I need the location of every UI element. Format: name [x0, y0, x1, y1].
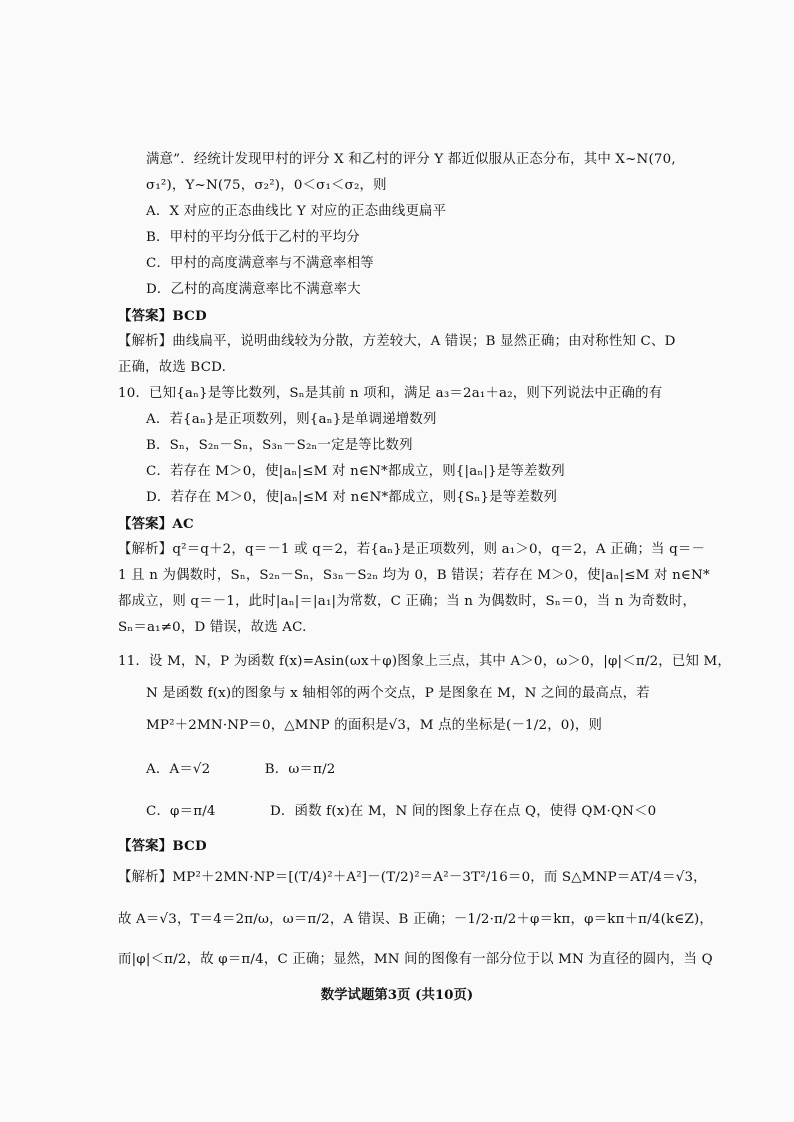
answer-label: 【答案】AC — [118, 516, 194, 532]
options-a-b: A．A＝√2 B．ω＝π/2 — [146, 762, 336, 777]
option-c: C．甲村的高度满意率与不满意率相等 — [146, 256, 374, 271]
option-d: D．乙村的高度满意率比不满意率大 — [146, 282, 361, 297]
analysis-text: 【解析】MP²＋2MN·NP＝[(T/4)²＋A²]－(T/2)²＝A²－3T²/16＝0，而 S△MNP＝AT/4＝√3， — [118, 870, 707, 885]
question-11-text: N 是函数 f(x)的图象与 x 轴相邻的两个交点，P 是图象在 M，N 之间的最高点，若 — [146, 686, 650, 701]
option-c: C．若存在 M＞0，使|aₙ|≤M 对 n∈N*都成立，则{|aₙ|}是等差数列 — [146, 464, 565, 479]
page-footer: 数学试题第3页 (共10页) — [320, 987, 474, 1003]
text-line: σ₁²)，Y~N(75，σ₂²)，0＜σ₁＜σ₂，则 — [146, 178, 387, 193]
analysis-text: 故 A＝√3，T＝4＝2π/ω，ω＝π/2，A 错误、B 正确；－1/2·π/2＋φ＝kπ，φ＝kπ＋π/4(k∈Z)， — [118, 912, 713, 927]
text-line: 满意”．经统计发现甲村的评分 X 和乙村的评分 Y 都近似服从正态分布，其中 X~N(70, — [146, 152, 676, 167]
option-a: A．若{aₙ}是正项数列，则{aₙ}是单调递增数列 — [146, 412, 437, 427]
option-d: D．若存在 M＞0，使|aₙ|≤M 对 n∈N*都成立，则{Sₙ}是等差数列 — [146, 490, 558, 505]
analysis-text: 正确，故选 BCD. — [118, 360, 227, 375]
analysis-text: Sₙ＝a₁≠0，D 错误，故选 AC. — [118, 620, 307, 635]
option-b: B．甲村的平均分低于乙村的平均分 — [146, 230, 360, 245]
answer-label: 【答案】BCD — [118, 838, 207, 854]
analysis-text: 【解析】曲线扁平，说明曲线较为分散，方差较大，A 错误；B 显然正确；由对称性知 C、D — [118, 334, 676, 349]
option-b: B．Sₙ，S₂ₙ－Sₙ，S₃ₙ－S₂ₙ一定是等比数列 — [146, 438, 413, 453]
analysis-text: 【解析】q²＝q＋2，q＝－1 或 q＝2，若{aₙ}是正项数列，则 a₁＞0，q＝2，A 正确；当 q＝－ — [118, 542, 706, 557]
analysis-text: 而|φ|＜π/2，故 φ＝π/4，C 正确；显然，MN 间的图像有一部分位于以 MN 为直径的圆内，当 Q — [118, 952, 713, 967]
analysis-text: 1 且 n 为偶数时，Sₙ，S₂ₙ－Sₙ，S₃ₙ－S₂ₙ 均为 0，B 错误；若存在 M＞0，使|aₙ|≤M 对 n∈N* — [118, 568, 710, 583]
answer-label: 【答案】BCD — [118, 308, 207, 324]
question-11-text: MP²＋2MN·NP＝0，△MNP 的面积是√3，M 点的坐标是(－1/2，0)，则 — [146, 718, 603, 733]
option-a: A．X 对应的正态曲线比 Y 对应的正态曲线更扁平 — [146, 204, 447, 219]
question-10: 10．已知{aₙ}是等比数列，Sₙ是其前 n 项和，满足 a₃＝2a₁＋a₂，则下列说法中正确的有 — [118, 386, 663, 401]
analysis-text: 都成立，则 q＝－1，此时|aₙ|＝|a₁|为常数，C 正确；当 n 为偶数时，Sₙ＝0，当 n 为奇数时， — [118, 594, 697, 609]
question-11: 11．设 M，N，P 为函数 f(x)=Asin(ωx＋φ)图象上三点，其中 A＞0，ω＞0，|φ|＜π/2，已知 M， — [118, 654, 732, 669]
options-c-d: C．φ＝π/4 D．函数 f(x)在 M，N 间的图象上存在点 Q，使得 QM·QN＜0 — [146, 804, 657, 819]
